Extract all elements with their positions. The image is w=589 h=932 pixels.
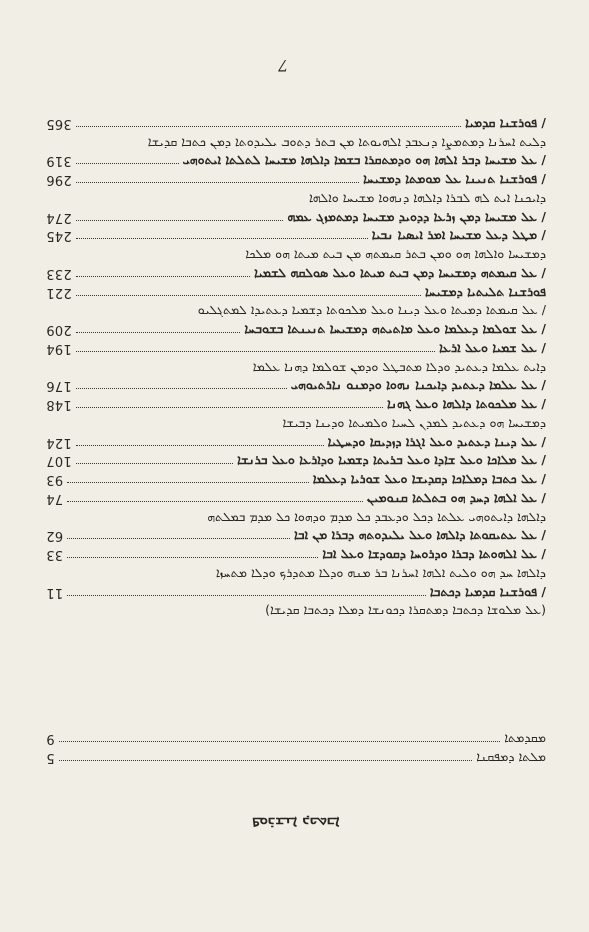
toc-entry xyxy=(46,526,546,545)
dot-leader xyxy=(76,295,421,296)
toc-entry-title: / ܦܘܪܫܢܐ ܬܢܝܢܐ ܥܠ ܡܘܡܬܐ ܕܡܫܝܚܐ xyxy=(363,171,546,186)
toc-entry xyxy=(46,282,546,301)
toc-entry-title: / ܥܠ ܐܠܗܐ ܕܚܕ ܗܘ ܒܬܠܬܐ ܩܢܘܡܝܢ xyxy=(366,489,546,505)
toc-page-number: 5 xyxy=(46,749,55,765)
toc-entry xyxy=(46,728,546,747)
toc-page-number: 194 xyxy=(46,340,72,356)
dot-leader xyxy=(76,163,179,164)
toc-entry xyxy=(46,582,546,601)
toc-entry-title: / ܥܠ ܐܠܗܘܬܐ ܕܒܪܐ ܘܕܪܘܚܐ ܕܩܘܕܫܐ ܘܥܠ ܐܒܐ xyxy=(322,546,546,561)
toc-entry-title: (ܥܠ ܡܠܘܫܐ ܕܟܬܒܐ ܕܡܬܩܪܐ ܕܟܘܢܫܐ ܕܡܠܐ ܕܟܬܒܐ ܩܕܝܫܐ) xyxy=(265,602,546,618)
toc-entry-title: ܡܠܬܐ ܕܡܦܩܢܐ xyxy=(476,748,546,764)
toc-entry-title: ܕܐܝܬ ܥܠܡܐ ܕܥܬܝܕ ܘܕܠܐ ܡܬܒܛܠ ܘܕܡܢ ܫܘܠܡܐ ܕܗܢܐ ܥܠܡܐ xyxy=(252,358,546,374)
dot-leader xyxy=(76,445,324,446)
toc-entry xyxy=(46,507,546,526)
toc-entry xyxy=(46,263,546,282)
toc-entry xyxy=(46,319,546,338)
toc-page-number: 74 xyxy=(46,490,64,506)
toc-page-number: 93 xyxy=(46,472,64,487)
contents-heading: ܦܘܪܫܢܐ ܕܟܬܒܐ xyxy=(252,814,340,832)
toc-page-number: 296 xyxy=(46,172,72,187)
toc-entry xyxy=(46,376,546,395)
toc-entry xyxy=(46,432,546,451)
toc-entry xyxy=(46,244,546,263)
toc-page-number: 245 xyxy=(46,228,72,244)
toc-entry-title: / ܥܠ ܫܘܠܡܐ ܕܥܠܡܐ ܘܥܠ ܡܐܬܝܬܗ ܕܡܫܝܚܐ ܬܢܝܢܬܐ ܒܫܘܒܚܐ xyxy=(244,321,546,336)
dot-leader xyxy=(67,557,318,558)
dot-leader xyxy=(76,238,368,239)
toc-entry xyxy=(46,357,546,376)
toc-page-number: 209 xyxy=(46,322,72,337)
toc-entry-title: / ܥܠ ܟܬܒܐ ܕܡܠܐܟܐ ܕܩܕܝܫܐ ܘܥܠ ܫܘܪܝܐ ܕܥܠܡܐ xyxy=(312,471,546,486)
dot-leader xyxy=(76,220,284,221)
toc-entry-title: / ܦܘܪܫܢܐ ܩܕܡܝܐ xyxy=(465,114,546,130)
toc-entry-title: ܕܐܠܗܐ ܕܐܝܬܘܗܝ ܥܠܬܐ ܕܟܠ ܘܕܥܒܕ ܟܠ ܡܕܡ ܘܕܗܘܐ ܟܠ ܡܕܡ ܒܡܠܬܗ xyxy=(207,508,546,524)
table-of-contents xyxy=(46,113,546,619)
dot-leader xyxy=(76,276,250,277)
dot-leader xyxy=(76,351,435,352)
dot-leader xyxy=(76,407,383,408)
toc-page-number: 176 xyxy=(46,378,72,394)
toc-entry xyxy=(46,747,546,766)
dot-leader xyxy=(76,332,241,333)
toc-entry xyxy=(46,601,546,620)
toc-entry-title: / ܦܘܪܫܢܐ ܩܕܡܝܐ ܕܟܬܒܐ xyxy=(429,583,546,599)
toc-page-number: 11 xyxy=(46,584,64,600)
toc-page-number: 33 xyxy=(46,547,64,562)
toc-entry xyxy=(46,188,546,207)
toc-entry-title: ܦܘܪܫܢܐ ܬܠܝܬܝܐ ܕܡܫܝܚܐ xyxy=(424,283,546,299)
toc-page-number: 62 xyxy=(46,528,64,544)
dot-leader xyxy=(59,741,501,742)
toc-entry-title: / ܥܠ ܥܬܝܩܘܬܐ ܕܐܠܗܐ ܘܥܠ ܝܠܝܕܘܬܗ ܕܒܪܐ ܡܢ ܐܒܐ xyxy=(293,527,546,543)
toc-page-number: 319 xyxy=(46,153,72,169)
toc-entry-title: ܕܠܝܬ ܐܚܪܢܐ ܕܡܬܡܨܐ ܕܢܥܒܕ ܐܠܗܝܘܬܐ ܡܢ ܒܬܪ ܕܬܘܒ ܝܠܝܕܘܬܐ ܕܡܢ ܟܬܒܐ ܩܕܝܫܐ xyxy=(147,133,546,149)
toc-page-number: 148 xyxy=(46,397,72,412)
dot-leader xyxy=(67,501,363,502)
toc-entry-title: / ܥܠ ܕܝܢܐ ܕܥܬܝܕ ܘܥܠ ܐܓܪܐ ܕܙܕܝܩܐ ܘܕܚܛܝܐ xyxy=(327,433,546,449)
toc-entry xyxy=(46,413,546,432)
dot-leader xyxy=(76,126,461,127)
toc-entry xyxy=(46,469,546,488)
toc-entry xyxy=(46,132,546,151)
toc-entry-title: ܕܡܫܝܚܐ ܗܘ ܕܥܬܝܕ ܠܡܕܢ ܠܚܝܐ ܘܠܡܝܬܐ ܘܕܝܢܐ ܕܒܝܫܐ xyxy=(282,414,546,430)
toc-entry xyxy=(46,226,546,245)
toc-entry xyxy=(46,113,546,132)
toc-entry xyxy=(46,338,546,357)
toc-page-number: 365 xyxy=(46,115,72,131)
toc-entry xyxy=(46,207,546,226)
toc-page-number: 107 xyxy=(46,453,72,469)
toc-entry-title: ܕܐܝܟܢܐ ܐܝܬ ܠܗ ܠܒܪܐ ܕܐܠܗܐ ܕܢܗܘܐ ܡܫܝܚܐ ܘܐܠܗܐ xyxy=(309,189,546,205)
toc-entry-title: / ܥܠ ܡܫܝܚܐ ܕܒܪ ܐܠܗܐ ܗܘ ܘܕܡܬܩܪܐ ܒܫܡܐ ܕܐܠܗܐ ܡܫܝܚܐ ܠܬܠܬܐ ܐܝܬܘܗܝ xyxy=(182,152,546,168)
toc-entry-title: / ܥܠ ܩܝܡܬܗ ܕܡܫܝܚܐ ܕܡܢ ܒܝܬ ܡܝܬܐ ܘܥܠ ܣܘܠܩܗ ܠܫܡܝܐ xyxy=(254,264,546,280)
toc-page-number: 124 xyxy=(46,434,72,450)
toc-entry xyxy=(46,488,546,507)
toc-entry xyxy=(46,394,546,413)
toc-entry-title: ܕܐܠܗܐ ܚܕ ܗܘ ܘܠܝܬ ܐܠܗܐ ܐܚܪܢܐ ܒܪ ܡܢܗ ܘܕܠܐ ܡܬܕܪܟ ܘܕܠܐ ܡܬܚܙܐ xyxy=(215,564,546,580)
toc-entry-title: / ܥܠ ܥܠܡܐ ܕܥܬܝܕ ܕܐܝܟܢܐ ܢܗܘܐ ܘܕܡܢܘ ܢܐܪܬܝܘܗܝ xyxy=(290,377,546,393)
toc-entry xyxy=(46,451,546,470)
dot-leader xyxy=(59,760,473,761)
toc-entry-title: / ܥܠ ܡܠܐܟܐ ܘܥܠ ܫܐܕܐ ܘܥܠ ܒܪܝܬܐ ܕܫܡܝܐ ܘܕܐܪܥܐ ܘܥܠ ܒܪܢܫܐ xyxy=(237,452,546,468)
dot-leader xyxy=(76,388,287,389)
toc-page-number: 274 xyxy=(46,209,72,225)
dot-leader xyxy=(67,482,309,483)
dot-leader xyxy=(67,538,290,539)
page-number: 7 xyxy=(278,56,289,75)
toc-entry xyxy=(46,169,546,188)
toc-entry-title: / ܡܛܠ ܕܥܠ ܡܫܝܚܐ ܐܡܪ ܐܝܣܝܐ ܢܒܝܐ xyxy=(371,227,546,243)
toc-entry xyxy=(46,563,546,582)
toc-entry xyxy=(46,151,546,170)
dot-leader xyxy=(76,182,359,183)
toc-page-number: 233 xyxy=(46,265,72,281)
toc-entry-title: / ܥܠ ܩܝܡܬܐ ܕܡܝܬܐ ܘܥܠ ܕܝܢܐ ܘܥܠ ܡܠܟܘܬܐ ܕܫܡܝܐ ܕܥܬܝܕܐ ܠܡܬܓܠܝܘ xyxy=(197,302,546,318)
toc-page-number: 9 xyxy=(46,730,55,746)
toc-entry-title: ܕܡܫܝܚܐ ܘܐܠܗܐ ܗܘ ܘܡܢ ܒܬܪ ܩܝܡܬܗ ܡܢ ܒܝܬ ܡܝܬܐ ܗܘ ܡܠܟܐ xyxy=(245,246,546,261)
dot-leader xyxy=(67,595,426,596)
toc-page-number: 221 xyxy=(46,284,72,300)
toc-entry xyxy=(46,301,546,320)
toc-entry-title: / ܥܠ ܡܫܝܚܐ ܕܡܢ ܙܪܥܐ ܕܕܘܝܕ ܡܫܝܚܐ ܕܡܬܡܙܓ ܥܡܗ xyxy=(287,208,546,224)
toc-entry xyxy=(46,544,546,563)
toc-entry-title: ܡܩܕܡܬܐ xyxy=(504,729,546,745)
dot-leader xyxy=(76,463,233,464)
front-matter-list xyxy=(46,728,546,766)
toc-entry-title: / ܥܠ ܡܠܟܘܬܐ ܕܐܠܗܐ ܘܥܠ ܓܗܢܐ xyxy=(386,396,546,411)
toc-entry-title: / ܥܠ ܫܡܝܐ ܘܥܠ ܐܪܥܐ xyxy=(439,339,546,355)
